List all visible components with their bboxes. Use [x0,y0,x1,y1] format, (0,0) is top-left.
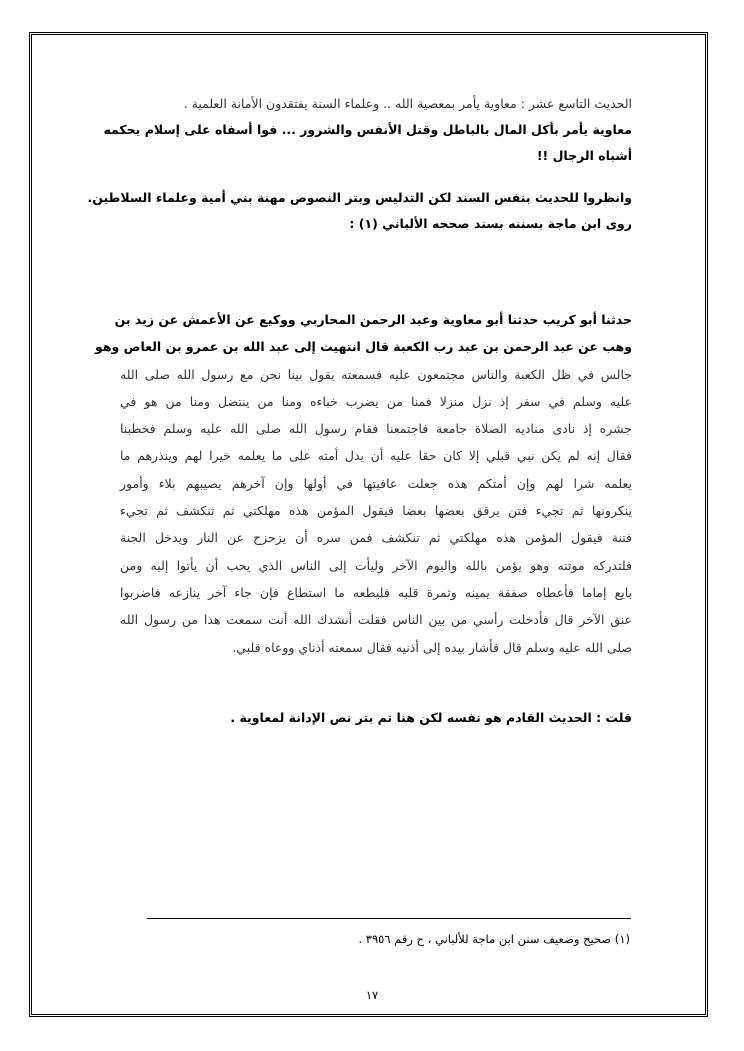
lament-line-2: أشباه الرجال !! [536,148,632,163]
spacer [120,169,632,185]
narration-line: فتنة فيقول المؤمن هذه مهلكتي ثم تنكشف فمن سره أن يزحزح عن النار ويدخل الجنة [120,530,632,546]
conclusion-text: قلت : الحديث القادم هو نفسه لكن هنا تم بتر نص الإدانة لمعاوية . [230,710,632,725]
footnote: (١) صحيح وضعيف سنن ابن ماجة للألباني ، ح رقم ٣٩٥٦ . [358,932,630,946]
conclusion-block [120,705,632,731]
narration-line: بايع إماما فأعطاه صفقة يمينه وثمرة قلبه فليطعه ما استطاع فإن جاء آخر ينازعه فاضربوا [120,584,632,600]
narration-line: يعلمه شرا لهم وإن أمتكم هذه جعلت عافيتها في أولها وإن آخرهم يصيبهم بلاء وأمور [120,475,632,491]
narration-line: جشره إذ نادى مناديه الصلاة جامعة فاجتمعنا فقام رسول الله صلى الله عليه وسلم فخطبنا [120,421,632,437]
narration-line: حدثنا أبو كريب حدثنا أبو معاوية وعبد الرحمن المحاربي ووكيع عن الأعمش عن زيد بن [114,312,632,327]
observe-line: وانظروا للحديث بنفس السند لكن التدليس وبتر النصوص مهنة بني أمية وعلماء السلاطين. [87,190,632,205]
intro-block [87,91,632,237]
narration-line: ينكرونها ثم تجيء فتن يرقق بعضها بعضا فيقول المؤمن هذه مهلكتي ثم تنكشف ثم تجيء [120,503,632,519]
footnote-separator [147,918,631,919]
hadith-title: الحديث التاسع عشر : معاوية يأمر بمعصية الله .. وعلماء السنة يفتقدون الأمانة العلمية . [183,96,632,111]
narration-line: صلى الله عليه وسلم قال فأشار بيده إلى أذنيه فقال سمعته أذناي ووعاه قلبي. [232,639,632,655]
narration-block [95,306,632,661]
narration-line: فقال إنه لم يكن نبي قبلي إلا كان حقا عليه أن يدل أمته على ما يعلمه خيرا لهم وينذرهم ما [120,448,632,464]
narration-line: عليه وسلم في سفر إذ نزل منزلا فمنا من يضرب خباءه ومنا من ينتضل ومنا من هو في [120,393,632,409]
lament-line-1: معاوية يأمر بأكل المال بالباطل وقتل الأنفس والشرور ... فوا أسفاه على إسلام يحكمه [103,122,632,137]
narration-line: جالس في ظل الكعبة والناس مجتمعون عليه فسمعته يقول بينا نحن مع رسول الله صلى الله [120,366,632,382]
narration-line: عنق الآخر قال فأدخلت رأسي من بين الناس فقلت أنشدك الله أنت سمعت هذا من رسول الله [120,612,632,628]
narration-line: فلتدركه موتته وهو يؤمن بالله واليوم الآخر وليأت إلى الناس الذي يحب أن يأتوا إليه ومن [120,557,632,573]
source-line: روى ابن ماجة بسننه بسند صححه الألباني (١) : [349,216,632,231]
narration-line: وهب عن عبد الرحمن بن عبد رب الكعبة قال انتهيت إلى عبد الله بن عمرو بن العاص وهو [95,339,632,355]
page-number: ١٧ [365,988,379,1002]
